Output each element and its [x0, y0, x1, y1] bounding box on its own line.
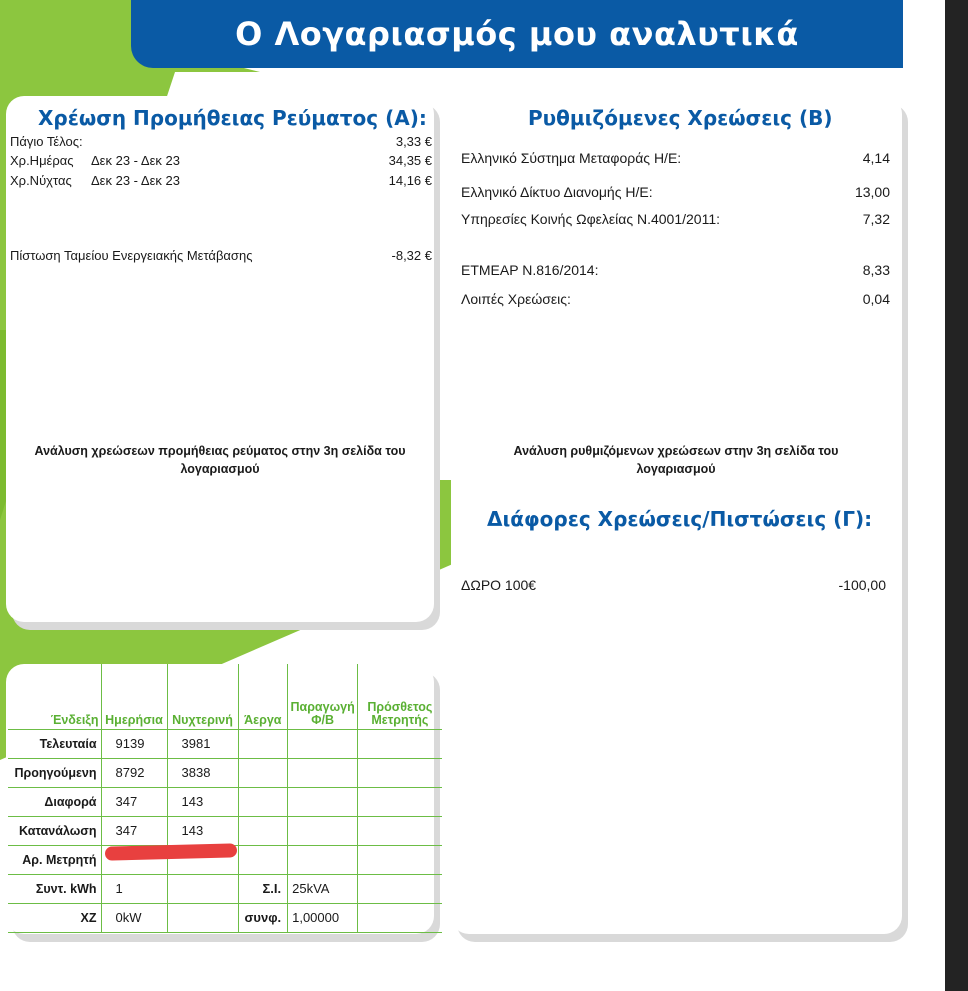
regulated-row-label: Ελληνικό Σύστημα Μεταφοράς Η/Ε: [461, 150, 682, 166]
empty-cell [358, 758, 442, 787]
night-value: 143 [167, 787, 238, 816]
day-value: 347 [101, 816, 167, 845]
table-row [8, 787, 442, 816]
supply-row-label: Χρ.Νύχτας [10, 173, 72, 188]
supply-row-period: Δεκ 23 - Δεκ 23 [91, 153, 180, 168]
si-value: 25kVA [288, 874, 358, 903]
regulated-row-amount: 7,32 [862, 211, 890, 227]
empty-cell [358, 845, 442, 874]
night-value: 3981 [167, 729, 238, 758]
regulated-analysis-note: Ανάλυση ρυθμιζόμενων χρεώσεων στην 3η σελίδα του λογαριασμού [513, 444, 839, 476]
regulated-row-label: Υπηρεσίες Κοινής Ωφελείας Ν.4001/2011: [461, 211, 720, 227]
power-factor-label: συνφ. [238, 903, 288, 932]
misc-row-amount: -100,00 [838, 577, 886, 593]
night-value: 143 [167, 816, 238, 845]
regulated-row-label: ΕΤΜΕΑΡ Ν.816/2014: [461, 262, 599, 278]
row-label: Προηγούμενη [8, 758, 101, 787]
empty-cell [358, 903, 442, 932]
empty-cell [358, 787, 442, 816]
empty-cell [238, 758, 288, 787]
empty-cell [288, 729, 358, 758]
empty-cell [167, 874, 238, 903]
table-header-row [8, 664, 442, 729]
regulated-row-label: Λοιπές Χρεώσεις: [461, 291, 571, 307]
supply-row-label: Πάγιο Τέλος: [10, 134, 83, 149]
table-row [8, 758, 442, 787]
page-title: Ο Λογαριασμός μου αναλυτικά [235, 15, 799, 53]
row-label: Κατανάλωση [8, 816, 101, 845]
empty-cell [288, 845, 358, 874]
empty-cell [238, 845, 288, 874]
header-cell: Πρόσθετος Μετρητής [358, 664, 442, 729]
day-value: 347 [101, 787, 167, 816]
misc-charges-title: Διάφορες Χρεώσεις/Πιστώσεις (Γ): [487, 507, 873, 531]
header-cell: Ένδειξη [8, 664, 101, 729]
supply-row-amount: -8,32 € [391, 248, 432, 263]
table-row [8, 874, 442, 903]
regulated-row-amount: 8,33 [862, 262, 890, 278]
table-row [8, 729, 442, 758]
misc-row-label: ΔΩΡΟ 100€ [461, 577, 537, 593]
row-label: Συντ. kWh [8, 874, 101, 903]
day-value: 9139 [101, 729, 167, 758]
supply-row-amount: 14,16 € [388, 173, 432, 188]
page-header [131, 0, 903, 68]
supply-charges-title: Χρέωση Προμήθειας Ρεύματος (Α): [38, 106, 427, 130]
xz-value: 0kW [101, 903, 167, 932]
regulated-row-amount: 13,00 [854, 184, 890, 200]
empty-cell [358, 874, 442, 903]
table-row [8, 816, 442, 845]
row-label: Διαφορά [8, 787, 101, 816]
row-label: Τελευταία [8, 729, 101, 758]
empty-cell [238, 729, 288, 758]
supply-row-amount: 34,35 € [388, 153, 432, 168]
empty-cell [358, 816, 442, 845]
supply-row-period: Δεκ 23 - Δεκ 23 [91, 173, 180, 188]
meter-readings-table [8, 664, 442, 933]
row-label: ΧΖ [8, 903, 101, 932]
regulated-row-amount: 0,04 [862, 291, 890, 307]
night-value: 3838 [167, 758, 238, 787]
power-factor-value: 1,00000 [288, 903, 358, 932]
right-edge-bar [945, 0, 968, 991]
si-label: Σ.Ι. [238, 874, 288, 903]
empty-cell [358, 729, 442, 758]
header-cell: Παραγωγή Φ/Β [288, 664, 358, 729]
supply-row-amount: 3,33 € [395, 134, 432, 149]
supply-row-label: Χρ.Ημέρας [10, 153, 74, 168]
empty-cell [238, 816, 288, 845]
row-label: Αρ. Μετρητή [8, 845, 101, 874]
header-cell: Άεργα [238, 664, 288, 729]
empty-cell [238, 787, 288, 816]
empty-cell [288, 787, 358, 816]
empty-cell [167, 903, 238, 932]
empty-cell [288, 758, 358, 787]
header-cell: Νυχτερινή [167, 664, 238, 729]
regulated-row-amount: 4,14 [862, 150, 890, 166]
supply-analysis-note: Ανάλυση χρεώσεων προμήθειας ρεύματος στην 3η σελίδα του λογαριασμού [34, 444, 406, 476]
contract-value: 1 [101, 874, 167, 903]
regulated-row-label: Ελληνικό Δίκτυο Διανομής Η/Ε: [461, 184, 653, 200]
regulated-charges-title: Ρυθμιζόμενες Χρεώσεις (Β) [528, 106, 833, 130]
supply-row-label: Πίστωση Ταμείου Ενεργειακής Μετάβασης [10, 248, 253, 263]
header-cell: Ημερήσια [101, 664, 167, 729]
empty-cell [288, 816, 358, 845]
table-row [8, 903, 442, 932]
day-value: 8792 [101, 758, 167, 787]
